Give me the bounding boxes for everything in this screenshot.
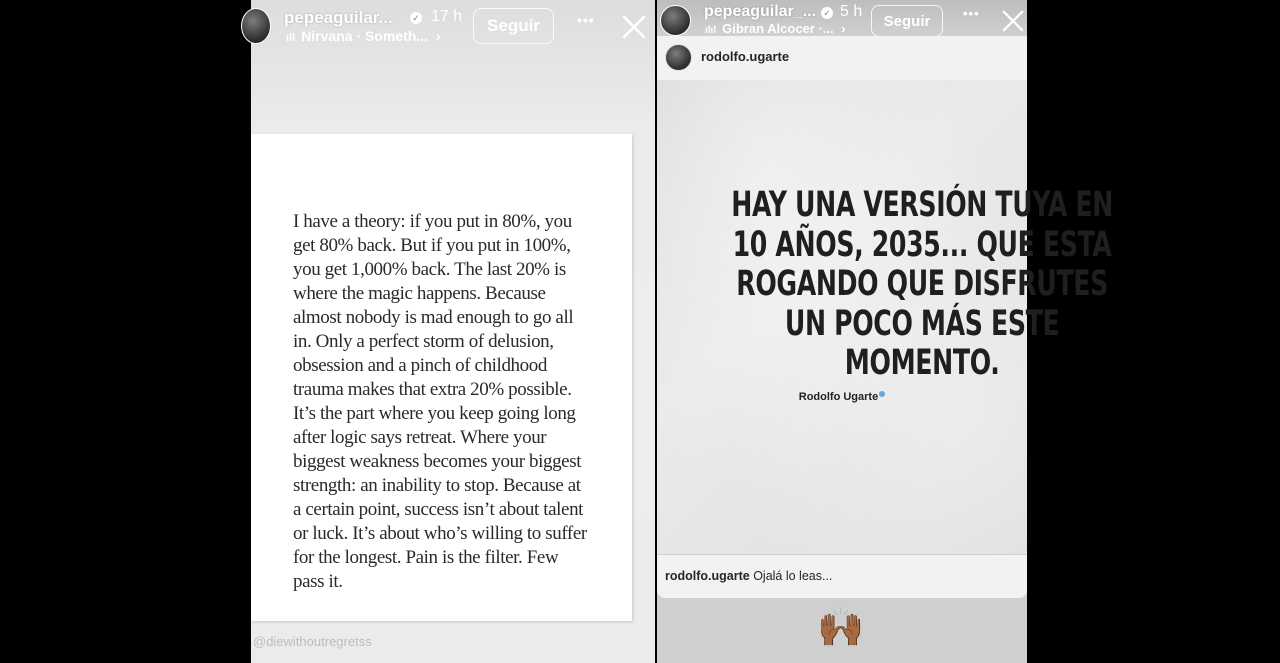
chevron-right-icon: › (841, 21, 846, 36)
music-bars-icon: ıll (286, 32, 296, 44)
caption-username[interactable]: rodolfo.ugarte (665, 569, 750, 583)
quote-text: I have a theory: if you put in 80%, you get 80% back. But if you put in 100%, you get 1,000% back. The last 20% is where the magic happens. Because almost nobody is mad enough to go all in. Only a perfect storm of delusion, obsession and a pinch of childhood trauma makes that extra 20% possible. It’s the part where you keep going long after logic says retreat. Where your biggest weakness becomes your biggest strength: an inability to stop. Because at a certain point, success isn’t about talent or luck. It’s about who’s willing to suffer for the longest. Pain is the filter. Few pass it. (293, 211, 587, 592)
music-label[interactable] (286, 28, 441, 44)
quote-line: 10 AÑOS, 2035... QUE ESTA (732, 224, 1112, 265)
avatar[interactable] (660, 5, 691, 36)
verified-icon: ✓ (821, 7, 833, 19)
signature (657, 391, 1027, 403)
caption-text: Ojalá lo leas... (753, 569, 833, 583)
chevron-right-icon: › (435, 28, 441, 44)
music-text: Gibran Alcocer ·... (722, 21, 834, 36)
quote-line: HAY UNA VERSIÓN TUYA EN (731, 185, 1113, 225)
quote-block (657, 185, 1113, 384)
music-bars-icon: ılıl (705, 25, 717, 36)
verified-icon (879, 391, 885, 397)
post-image[interactable] (657, 80, 1113, 554)
quote-line: MOMENTO. (844, 343, 1000, 383)
post-avatar[interactable] (665, 44, 692, 71)
story-left[interactable] (251, 0, 655, 663)
story-right[interactable] (657, 0, 1113, 663)
follow-button[interactable]: Seguir (871, 5, 943, 37)
caption-bar[interactable] (657, 555, 1027, 598)
signature-text: Rodolfo Ugarte (798, 391, 879, 403)
quote-line: UN POCO MÁS ESTE (784, 303, 1060, 344)
quote-card (251, 134, 632, 621)
follow-button[interactable]: Seguir (473, 8, 554, 44)
verified-icon: ✓ (410, 12, 422, 24)
close-icon[interactable] (622, 15, 646, 39)
quote-line: ROGANDO QUE DISFRUTES (736, 264, 1108, 304)
more-options-icon[interactable]: ••• (963, 6, 980, 21)
watermark: @diewithoutregretss (253, 634, 372, 649)
post-username[interactable]: rodolfo.ugarte (701, 49, 790, 64)
close-icon[interactable] (1002, 10, 1024, 32)
raising-hands-icon: 🙌🏾 (817, 607, 865, 649)
music-text: Nirvana · Someth... (301, 28, 428, 44)
story-time: 5 h (840, 3, 863, 20)
story-username[interactable]: pepeaguilar_... (704, 3, 817, 20)
more-options-icon[interactable]: ••• (577, 12, 595, 28)
avatar[interactable] (241, 8, 271, 44)
caption (665, 569, 832, 583)
story-username[interactable]: pepeaguilar... (284, 8, 393, 27)
music-label[interactable] (705, 21, 846, 36)
story-time: 17 h (431, 8, 463, 25)
post-header[interactable] (657, 36, 1027, 80)
